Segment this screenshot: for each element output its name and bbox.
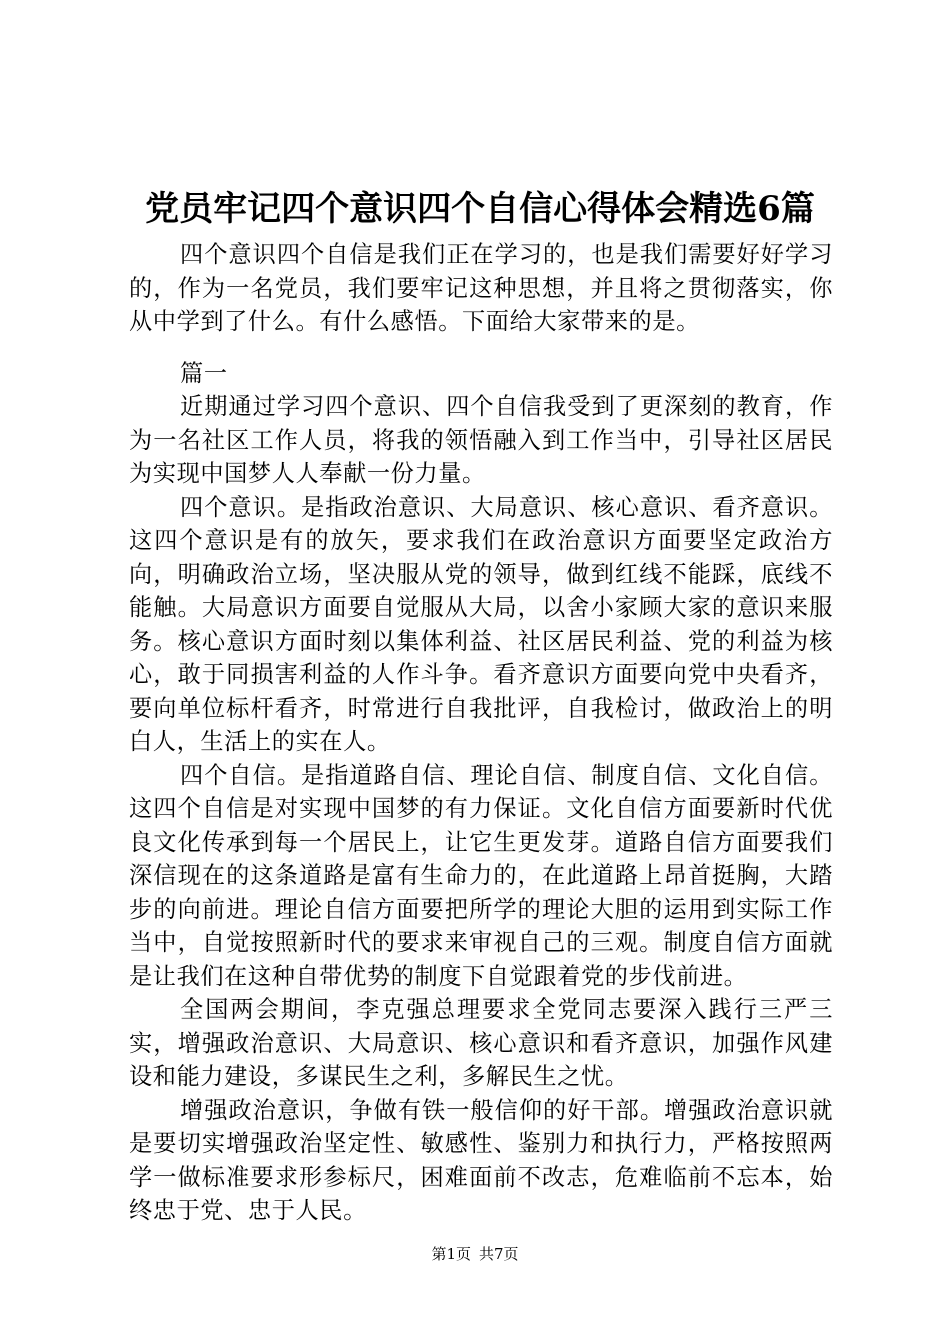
body-paragraph: 近期通过学习四个意识、四个自信我受到了更深刻的教育，作为一名社区工作人员，将我的领悟融入到工作当中，引导社区居民为实现中国梦人人奉献一份力量。 — [129, 393, 833, 487]
intro-paragraph: 四个意识四个自信是我们正在学习的，也是我们需要好好学习的，作为一名党员，我们要牢记这种思想，并且将之贯彻落实，你从中学到了什么。有什么感悟。下面给大家带来的是。 — [129, 241, 833, 335]
page-total: 共7页 — [479, 1245, 519, 1263]
section-heading: 篇一 — [180, 359, 228, 387]
body-paragraph: 全国两会期间，李克强总理要求全党同志要深入践行三严三实，增强政治意识、大局意识、核心意识和看齐意识，加强作风建设和能力建设，多谋民生之利，多解民生之忧。 — [129, 996, 833, 1090]
body-paragraph: 四个意识。是指政治意识、大局意识、核心意识、看齐意识。这四个意识是有的放矢，要求我们在政治意识方面要坚定政治方向，明确政治立场，坚决服从党的领导，做到红线不能踩，底线不能触。大局意识方面要自觉服从大局，以舍小家顾大家的意识来服务。核心意识方面时刻以集体利益、社区居民利益、党的利益为核心，敢于同损害利益的人作斗争。看齐意识方面要向党中央看齐，要向单位标杆看齐，时常进行自我批评，自我检讨，做政治上的明白人，生活上的实在人。 — [129, 493, 833, 755]
page-number: 第1页 — [431, 1245, 471, 1263]
page-footer — [0, 1244, 950, 1264]
document-body — [129, 238, 833, 1228]
body-paragraph: 增强政治意识，争做有铁一般信仰的好干部。增强政治意识就是要切实增强政治坚定性、敏感性、鉴别力和执行力，严格按照两学一做标准要求形参标尺，困难面前不改志，危难临前不忘本，始终忠于党、忠于人民。 — [129, 1096, 833, 1224]
document-title: 党员牢记四个意识四个自信心得体会精选6篇 — [145, 189, 815, 229]
paragraph-spacer — [129, 339, 833, 357]
body-paragraph: 四个自信。是指道路自信、理论自信、制度自信、文化自信。这四个自信是对实现中国梦的有力保证。文化自信方面要新时代优良文化传承到每一个居民上，让它生更发芽。道路自信方面要我们深信现在的这条道路是富有生命力的，在此道路上昂首挺胸，大踏步的向前进。理论自信方面要把所学的理论大胆的运用到实际工作当中，自觉按照新时代的要求来审视自己的三观。制度自信方面就是让我们在这种自带优势的制度下自觉跟着党的步伐前进。 — [129, 761, 833, 990]
